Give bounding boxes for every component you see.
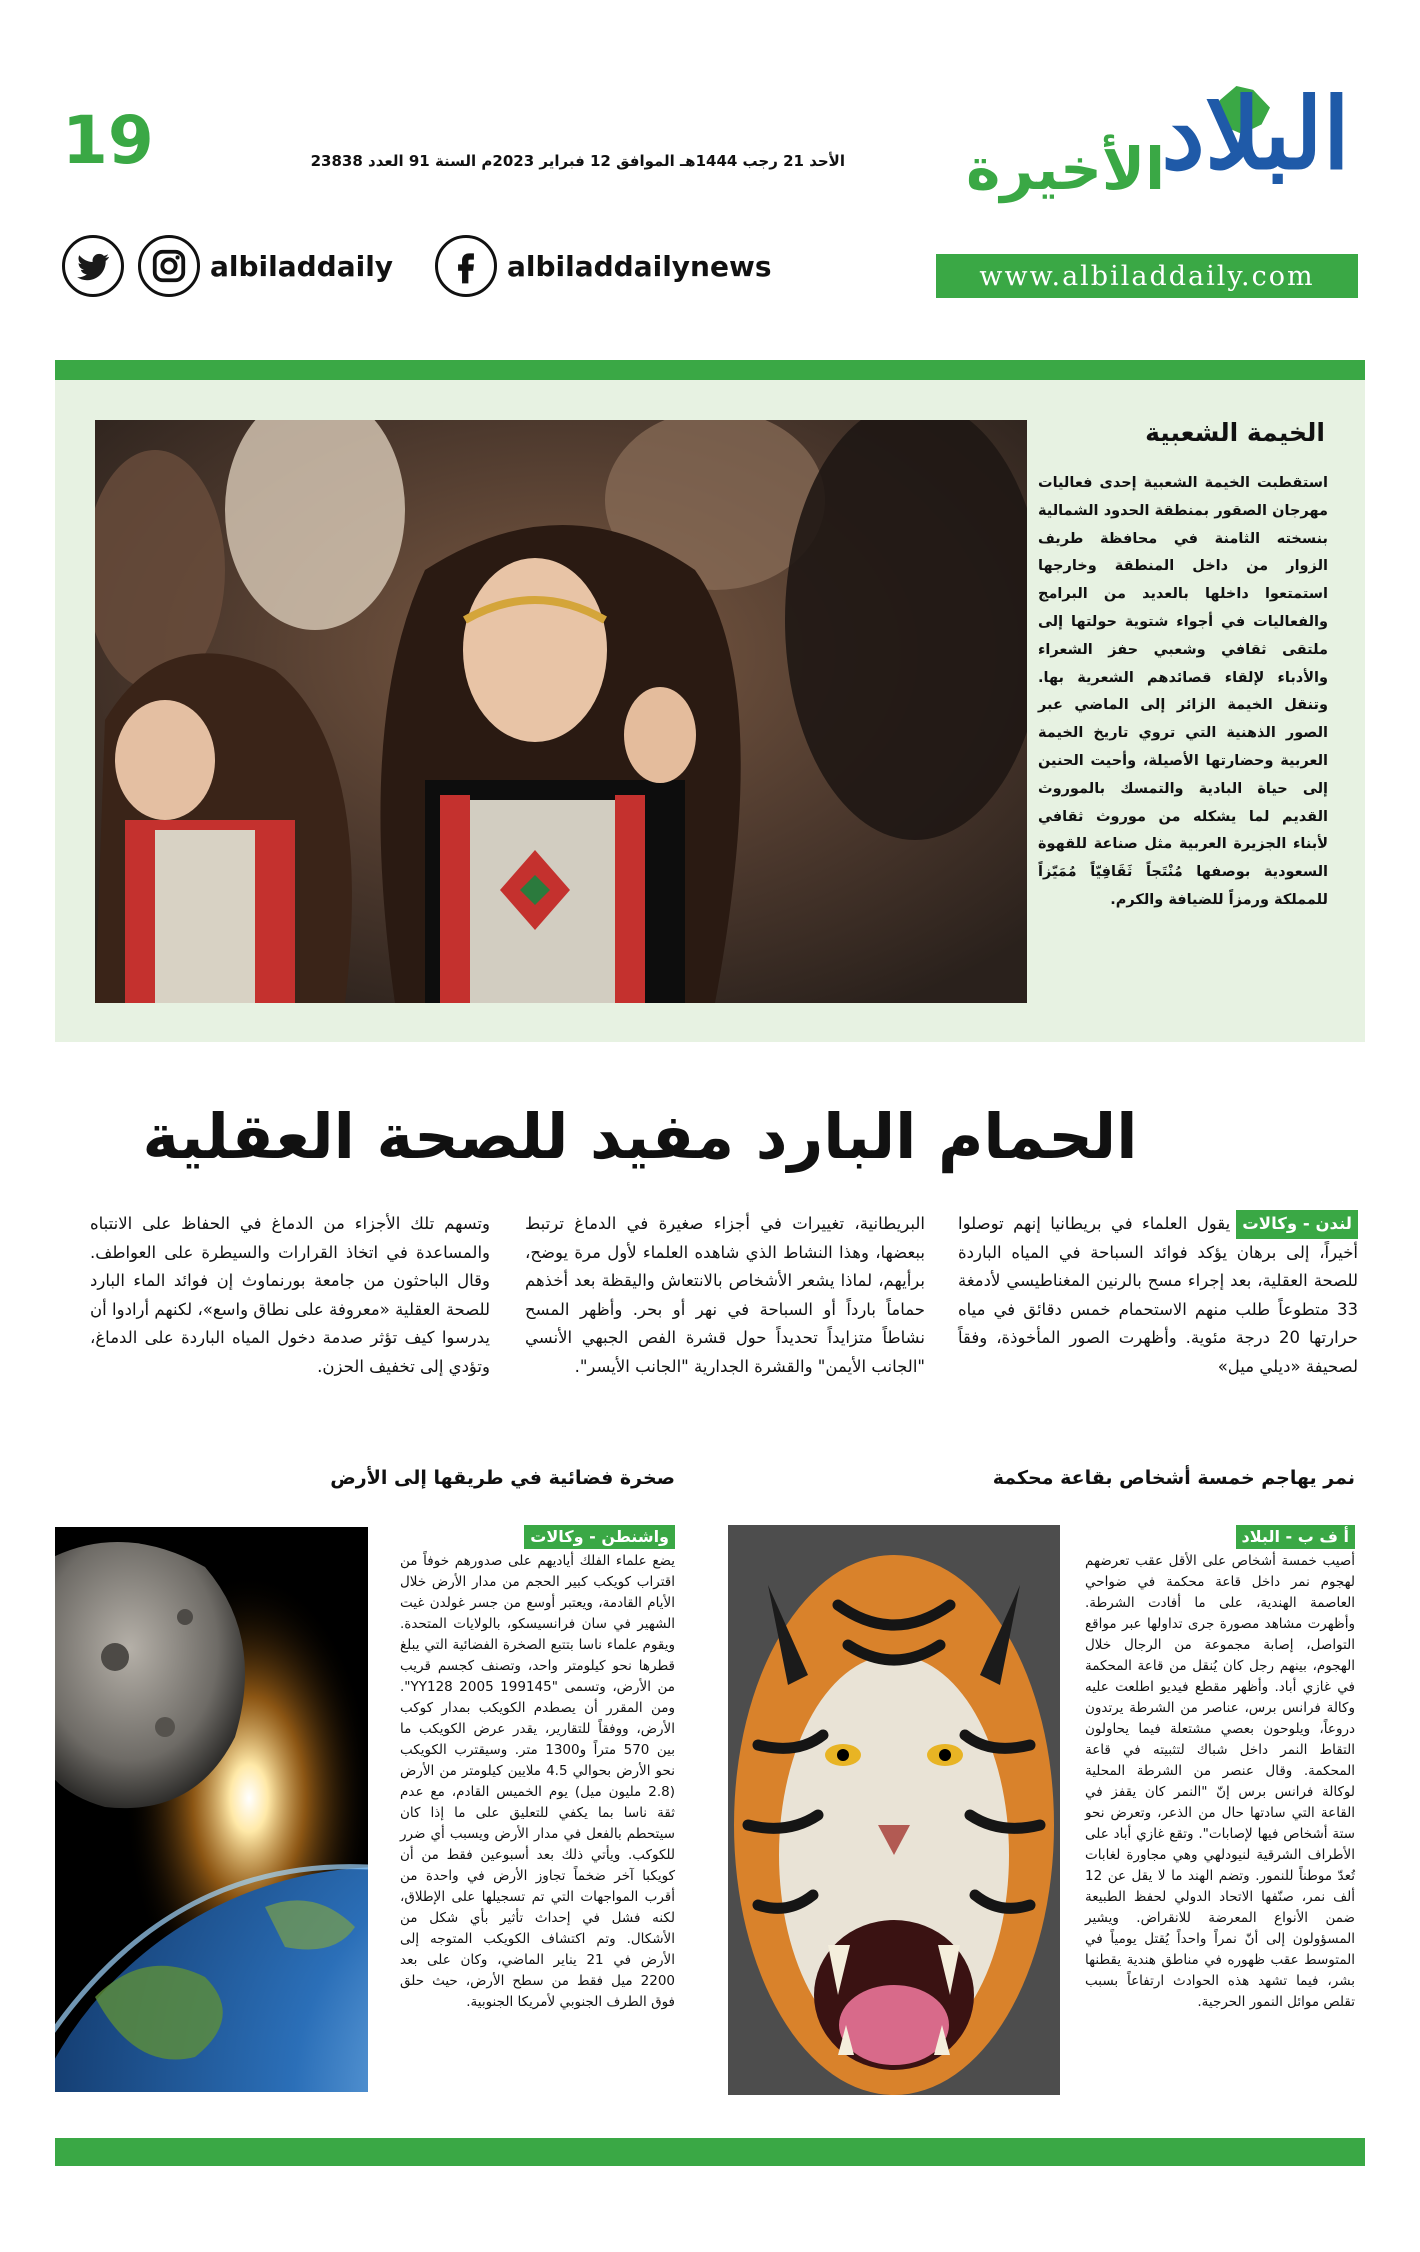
top-green-rule <box>55 360 1365 380</box>
cold-bath-column-3: وتسهم تلك الأجزاء من الدماغ في الحفاظ على الانتباه والمساعدة في اتخاذ القرارات والسيطرة على العواطف. وقال الباحثون من جامعة بورنماوث إن فوائد الماء البارد للصحة العقلية «معروفة على نطاق واسع»، لكنهم أرادوا أن يدرسوا كيف تؤثر صدمة دخول المياه الباردة على الدماغ، وتؤدي إلى تخفيف الحزن. <box>90 1214 490 1376</box>
facebook-icon[interactable] <box>435 235 497 297</box>
website-link[interactable]: www.albiladdaily.com <box>936 254 1358 298</box>
tent-article-title: الخيمة الشعبية <box>1145 418 1325 447</box>
cold-bath-source-tag: لندن - وكالات <box>1236 1210 1358 1239</box>
facebook-handle: albiladdailynews <box>507 249 772 283</box>
tent-article-body: استقطبت الخيمة الشعبية إحدى فعاليات مهرجان الصقور بمنطقة الحدود الشمالية بنسخته الثامنة في محافظة طريف الزوار من داخل المنطقة وخارجها استمتعوا داخلها بالعديد من البرامج والفعاليات في أجواء شتوية حولتها إلى ملتقى ثقافي وشعبي حفز الشعراء والأدباء لإلقاء قصائدهم الشعرية بها. وتنقل الخيمة الزائر إلى الماضي عبر الصور الذهنية التي تروي تاريخ الخيمة العربية وحضارتها الأصيلة، وأحيت الحنين إلى حياة البادية والتمسك بالموروث القديم لما يشكله من موروث ثقافي لأبناء الجزيرة العربية مثل صناعة للقهوة السعودية بوصفها مُنْتَجاً ثَقَافِيّاً مُمَيّزاً للمملكة ورمزاً للضيافة والكرم. <box>1038 475 1328 908</box>
dateline: الأحد 21 رجب 1444هـ الموافق 12 فبراير 2023م السنة 91 العدد 23838 <box>310 152 845 170</box>
instagram-icon[interactable] <box>138 235 200 297</box>
tiger-photo <box>728 1525 1060 2095</box>
tiger-source-tag: أ ف ب - البلاد <box>1236 1525 1355 1549</box>
asteroid-article-body: يضع علماء الفلك أياديهم على صدورهم خوفاً من اقتراب كويكب كبير الحجم من مدار الأرض خلال الأيام القادمة، ويعتبر أوسع من جسر غولدن غيت الشهير في سان فرانسيسكو، بالولايات المتحدة. ويقوم علماء ناسا بتتبع الصخرة الفضائية التي يبلغ قطرها نحو كيلومتر واحد، وتصنف كجسم قريب من الأرض، وتسمى "199145 2005 YY128". ومن المقرر أن يصطدم الكويكب بمدار كوكب الأرض، ووفقاً للتقارير، يقدر عرض الكويكب ما بين 570 متراً و1300 متر. وسيقترب الكويكب نحو الأرض بحوالي 4.5 ملايين كيلومتر من الأرض (2.8 مليون ميل) يوم الخميس القادم، مع عدم ثقة ناسا بما يكفي للتعليق على ما إذا كان سيتحطم بالفعل في مدار الأرض ويسبب أي ضرر للكوكب. ويأتي ذلك بعد أسبوعين فقط من أن كويكبا آخر ضخماً تجاوز الأرض في واحدة من أقرب المواجهات التي تم تسجيلها على الإطلاق، لكنه فشل في إحداث تأثير بأي شكل من الأشكال. وتم اكتشاف الكويكب المتوجه إلى الأرض في 21 يناير الماضي، وكان على بعد 2200 ميل فقط من سطح الأرض، حيث حلق فوق الطرف الجنوبي لأمريكا الجنوبية. <box>400 1553 676 2010</box>
tiger-article-body: أصيب خمسة أشخاص على الأقل عقب تعرضهم لهجوم نمر داخل قاعة محكمة في ضواحي العاصمة الهندية، على ما أفادت الشرطة. وأظهرت مشاهد مصورة جرى تداولها عبر مواقع التواصل، إصابة مجموعة من الرجال خلال الهجوم، بينهم رجل كان يُنقل من قاعة المحكمة في غازي أباد. وأظهر مقطع فيديو اطلعت عليه وكالة فرانس برس، عناصر من الشرطة يرتدون دروعاً، ويلوحون بعصي مشتعلة فيما يحاولون التقاط النمر داخل شباك لتثبيته في قاعة المحكمة. وقال عنصر من الشرطة المحلية لوكالة فرانس برس إنّ "النمر كان يقفز في القاعة التي سادتها حال من الذعر، وتعرض نحو ستة أشخاص فيها لإصابات". وتقع غازي أباد على الأطراف الشرقية لنيودلهي وهي مجاورة لغابات تُعدّ موطناً للنمور. وتضم الهند ما لا يقل عن 12 ألف نمر، صنّفها الاتحاد الدولي لحفظ الطبيعة ضمن الأنواع المعرضة للانقراض. ويشير المسؤولون إلى أنّ نمراً واحداً يُقتل يومياً في المتوسط عقب ظهوره في مناطق هندية يقطنها بشر، فيما تشهد هذه الحوادث ارتفاعاً بسبب تقلص موائل النمور الحرجية. <box>1085 1553 1355 2010</box>
asteroid-source-tag: واشنطن - وكالات <box>524 1525 675 1549</box>
instagram-handle: albiladdaily <box>210 249 394 283</box>
newspaper-logo: البلاد <box>1161 77 1350 192</box>
tiger-headline: نمر يهاجم خمسة أشخاص بقاعة محكمة <box>992 1467 1355 1489</box>
bottom-green-rule <box>55 2138 1365 2166</box>
facebook-link[interactable] <box>435 234 772 298</box>
twitter-link[interactable] <box>62 234 124 298</box>
instagram-link[interactable] <box>138 234 393 298</box>
asteroid-photo <box>55 1527 368 2092</box>
asteroid-article <box>400 1525 675 2013</box>
tiger-article <box>1085 1525 1355 2013</box>
cold-bath-col1-text: يقول العلماء في بريطانيا إنهم توصلوا أخيراً، إلى برهان يؤكد فوائد السباحة في المياه الباردة للصحة العقلية، بعد إجراء مسح بالرنين المغناطيسي لأدمغة 33 متطوعاً طلب منهم الاستحمام خمس دقائق في مياه حرارتها 20 درجة مئوية. وأظهرت الصور المأخوذة، وفقاً لصحيفة «ديلي ميل» <box>958 1214 1358 1376</box>
cold-bath-column-1 <box>958 1210 1358 1381</box>
asteroid-headline: صخرة فضائية في طريقها إلى الأرض <box>330 1467 675 1489</box>
tent-photo-girls <box>95 420 1027 1003</box>
twitter-icon[interactable] <box>62 235 124 297</box>
newspaper-section-name: الأخيرة <box>966 135 1165 203</box>
page-number: 19 <box>62 102 154 179</box>
cold-bath-headline: الحمام البارد مفيد للصحة العقلية <box>142 1100 1138 1173</box>
cold-bath-column-2: البريطانية، تغييرات في أجزاء صغيرة في الدماغ ترتبط ببعضها، وهذا النشاط الذي شاهده العلماء لأول مرة يوضح، برأيهم، لماذا يشعر الأشخاص بالانتعاش واليقظة بعد أخذهم حماماً بارداً أو السباحة في نهر أو بحر. وأظهر المسح نشاطاً متزايداً تحديداً حول قشرة الفص الجبهي الأنسي "الجانب الأيمن" والقشرة الجدارية "الجانب الأيسر". <box>525 1214 925 1376</box>
